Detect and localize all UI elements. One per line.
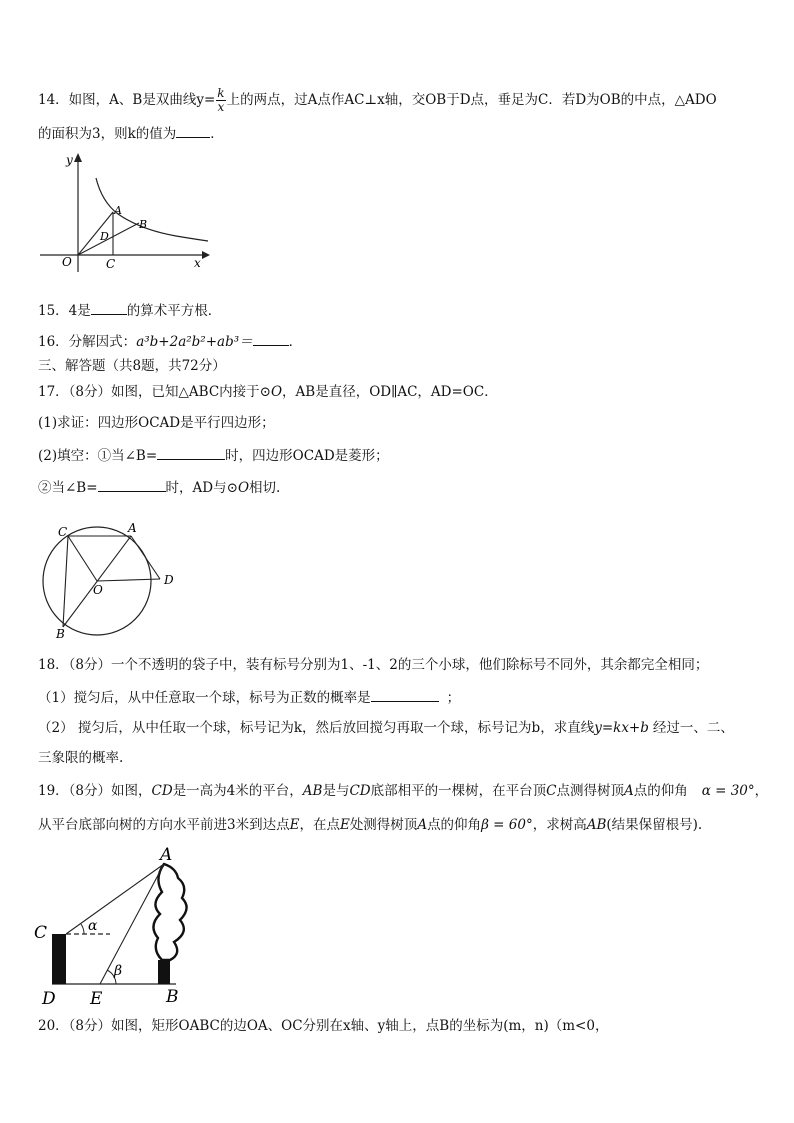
q17-label-d: D	[164, 573, 174, 587]
q16-prefix: 16．分解因式：	[38, 334, 137, 350]
q19-point-c: C	[546, 783, 557, 799]
q17-part2-b: 时，四边形OCAD是菱形；	[225, 448, 389, 464]
q19-text-k: 点的仰角	[427, 817, 482, 833]
q19-text-b: 是一高为4米的平台，	[172, 783, 303, 799]
q19-alpha: α = 30°	[701, 783, 755, 799]
q19-label-e: E	[90, 989, 103, 1008]
q17-stem-a: 17．（8分）如图，已知△ABC内接于	[38, 384, 260, 400]
q18-part2-b: 经过一、二、	[652, 720, 734, 736]
q14-end: ．	[210, 126, 224, 142]
q16-answer-blank	[253, 332, 289, 346]
q19-tree-trunk	[158, 960, 170, 984]
q17-segment-ab	[63, 536, 131, 627]
q15-prefix: 15．4是	[38, 303, 91, 319]
q17-part1: (1)求证：四边形OCAD是平行四边形；	[38, 415, 275, 431]
q17-part3-a: ②当∠B=	[38, 480, 98, 496]
q14-label-o: O	[62, 255, 72, 269]
q19-point-a-2: A	[417, 817, 428, 833]
q16-line	[38, 332, 302, 351]
q17-segment-ad	[131, 536, 160, 579]
q17-part3-c: 相切.	[249, 480, 281, 496]
q14-line1	[38, 87, 717, 114]
q19-sight-ca	[66, 864, 164, 934]
q14-answer-blank	[176, 124, 210, 138]
q19-text-h: 从平台底部向树的方向水平前进3米到达点	[38, 817, 290, 833]
q18-part1-a: （1）搅匀后，从中任意取一个球，标号为正数的概率是	[38, 690, 371, 706]
q17-circle-o-2: O	[237, 480, 250, 496]
q19-ab: AB	[302, 783, 323, 799]
q19-point-e-2: E	[339, 817, 350, 833]
q17-label-o: O	[93, 583, 103, 597]
q19-text-c: 是与	[322, 783, 350, 799]
q19-text-e: 点测得树顶	[556, 783, 624, 799]
q15-answer-blank	[91, 301, 127, 315]
q19-point-a: A	[623, 783, 634, 799]
q17-figure	[38, 520, 188, 642]
q19-label-b: B	[166, 987, 179, 1007]
q18-part2-cont: 三象限的概率.	[38, 750, 124, 766]
q19-text-i: ，在点	[299, 817, 340, 833]
q19-platform	[52, 934, 66, 984]
q19-text-m: (结果保留根号).	[606, 817, 703, 833]
q16-suffix: ．	[288, 334, 303, 350]
q17-stem-b: ，AB是直径，OD∥AC，AD=OC．	[282, 384, 498, 400]
q19-text-d: 底部相平的一棵树，在平台顶	[370, 783, 547, 799]
q14-line2	[38, 124, 224, 143]
q19-line1	[38, 782, 768, 800]
q14-label-a: A	[114, 204, 122, 217]
q20-line1: 20．（8分）如图，矩形OABC的边OA、OC分别在x轴、y轴上，点B的坐标为(m，n)（m<0，	[38, 1018, 609, 1034]
q14-label-d: D	[100, 230, 109, 243]
q19-text-j: 处测得树顶	[349, 817, 418, 833]
q19-ab-2: AB	[586, 817, 607, 833]
q14-text-b: 上的两点，过A点作AC⊥x轴，交OB于D点，垂足为C．若D为OB的中点，△ADO	[226, 92, 717, 108]
q14-x-arrow	[202, 251, 210, 259]
q17-label-a: A	[128, 521, 137, 535]
q19-cd: CD	[151, 783, 173, 799]
q18-part2-a: （2） 搅匀后，从中任取一个球，标号记为k，然后放回搅匀再取一个球，标号记为b，求直线	[38, 720, 595, 736]
q19-cd-2: CD	[349, 783, 371, 799]
q19-text-f: 点的仰角	[633, 783, 688, 799]
q17-segment-co	[68, 536, 97, 581]
section-3-heading: 三、解答题（共8题，共72分）	[38, 358, 226, 374]
q19-text-l: ，求树高	[532, 817, 587, 833]
q17-circle-symbol-2: ⊙	[226, 480, 238, 496]
q18-stem: 18．（8分）一个不透明的袋子中，装有标号分别为1、-1、2的三个小球，他们除标号不同外，其余都完全相同；	[38, 657, 709, 673]
q19-tree-crown	[153, 864, 186, 960]
q14-fraction	[216, 87, 225, 114]
q19-label-beta: β	[114, 963, 123, 979]
q19-label-c: C	[34, 923, 48, 943]
q14-label-c: C	[106, 257, 116, 271]
q17-part3	[38, 478, 280, 497]
q14-label-b: B	[139, 218, 148, 231]
q19-alpha-arc	[81, 924, 84, 934]
q17-label-b: B	[56, 627, 65, 641]
q18-blank	[371, 688, 439, 702]
q18-part1-b: ；	[446, 690, 461, 706]
q14-figure	[36, 150, 216, 275]
q17-circle-o: O	[270, 384, 283, 400]
q15-suffix: 的算术平方根．	[126, 303, 222, 319]
q19-label-d: D	[42, 989, 56, 1008]
q17-part2	[38, 446, 389, 465]
q19-point-e: E	[289, 817, 300, 833]
q19-text-a: 19．（8分）如图，	[38, 783, 152, 799]
q17-part3-b: 时，AD与	[165, 480, 227, 496]
q17-stem	[38, 383, 498, 401]
q14-label-y: y	[66, 153, 73, 167]
q19-line2	[38, 816, 702, 834]
q18-part1	[38, 688, 460, 707]
q18-line-expression: y=kx+b	[594, 720, 649, 736]
q19-label-a: A	[160, 845, 173, 865]
q19-beta: β = 60°	[481, 817, 533, 833]
q15-line	[38, 301, 221, 320]
q14-frac-den: x	[217, 100, 225, 114]
q17-label-c: C	[58, 525, 68, 539]
q19-figure	[32, 842, 232, 1008]
q18-part2	[38, 719, 734, 737]
q17-part2-a: (2)填空：①当∠B=	[38, 448, 158, 464]
q14-frac-num: k	[217, 86, 225, 100]
q19-label-alpha: α	[88, 918, 98, 934]
q17-circle-symbol: ⊙	[259, 384, 271, 400]
q14-text-c: 的面积为3，则k的值为	[38, 126, 177, 142]
q19-text-g: ，	[754, 783, 769, 799]
q17-blank-2	[98, 478, 166, 492]
q14-text-a: 14．如图，A、B是双曲线y=	[38, 92, 216, 108]
q14-label-x: x	[194, 256, 201, 270]
q14-y-arrow	[74, 153, 82, 162]
q16-expression: a³b+2a²b²+ab³＝	[136, 334, 253, 350]
q17-blank-1	[157, 446, 225, 460]
q17-segment-cb	[63, 536, 68, 627]
